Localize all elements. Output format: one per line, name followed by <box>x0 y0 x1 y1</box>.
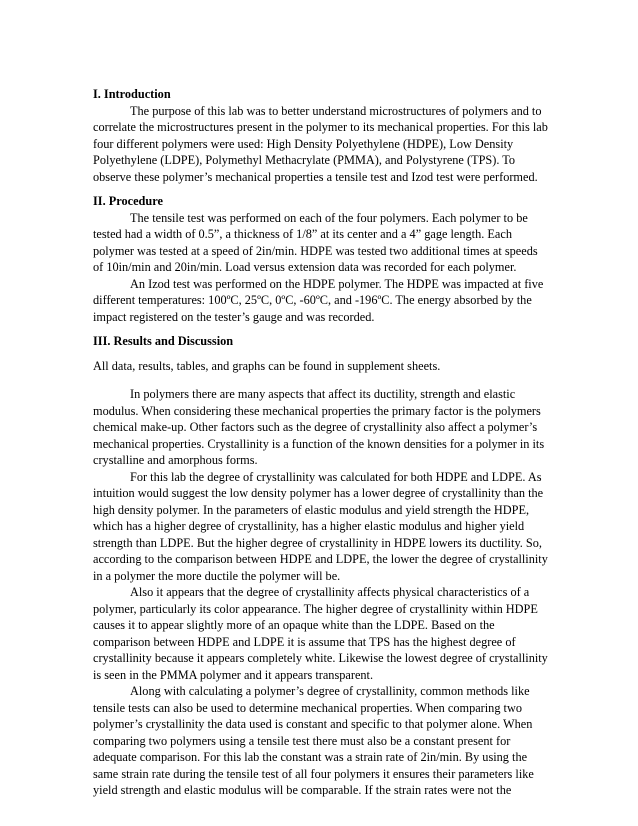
results-paragraph-tensile: Along with calculating a polymer’s degree of crystallinity, common methods like tensile tests can also be used to determine mechanical properties. When comparing two polymer’s crystallinity the data used is constant and specific to that polymer alone. When comparing two polymers using a tensile test there must also be a constant present for adequate comparison. For this lab the constant was a strain rate of 2in/min. By using the same strain rate during the tensile test of all four polymers it ensures their parameters like yield strength and elastic modulus will be comparable. If the strain rates were not the <box>93 684 534 797</box>
introduction-paragraph: The purpose of this lab was to better understand microstructures of polymers and to correlate the microstructures present in the polymer to its mechanical properties. For this lab four different polymers were used: High Density Polyethylene (HDPE), Low Density Polyethylene (LDPE), Polymethyl Methacrylate (PMMA), and Polystyrene (TPS). To observe these polymer’s mechanical properties a tensile test and Izod test were performed. <box>93 103 548 184</box>
procedure-paragraph-izod: An Izod test was performed on the HDPE polymer. The HDPE was impacted at five different temperatures: 100ºC, 25ºC, 0ºC, -60ºC, and -196ºC. The energy absorbed by the impact registered on the tester’s gauge and was recorded. <box>93 276 544 324</box>
section-title-procedure: II. Procedure <box>93 194 163 208</box>
results-paragraph-appearance: Also it appears that the degree of crystallinity affects physical characteristics of a polymer, particularly its color appearance. The higher degree of crystallinity within HDPE causes it to appear slightly more of an opaque white than the LDPE. Based on the comparison between HDPE and LDPE it is assume that TPS has the highest degree of crystallinity because it appears completely white. Likewise the lowest degree of crystallinity is seen in the PMMA polymer and it appears transparent. <box>93 585 548 682</box>
section-title-results: III. Results and Discussion <box>93 334 234 348</box>
results-paragraph-factors: In polymers there are many aspects that affect its ductility, strength and elastic modulus. When considering these mechanical properties the primary factor is the polymers chemical make-up. Other factors such as the degree of crystallinity also affect a polymer’s mechanical properties. Crystallinity is a function of the known densities for a polymer in its crystalline and amorphous forms. <box>93 387 545 467</box>
section-title-introduction: I. Introduction <box>93 87 171 101</box>
results-supplement-note: All data, results, tables, and graphs can be found in supplement sheets. <box>93 358 441 373</box>
results-paragraph-crystallinity: For this lab the degree of crystallinity was calculated for both HDPE and LDPE. As intuition would suggest the low density polymer has a lower degree of crystallinity than the high density polymer. In the parameters of elastic modulus and yield strength the HDPE, which has a higher degree of crystallinity, has a higher elastic modulus and higher yield strength than LDPE. But the higher degree of crystallinity in HDPE lowers its ductility. So, according to the comparison between HDPE and LDPE, the lower the degree of crystallinity in a polymer the more ductile the polymer will be. <box>93 469 548 583</box>
procedure-paragraph-tensile: The tensile test was performed on each of the four polymers. Each polymer to be tested had a width of 0.5”, a thickness of 1/8” at its center and a 4” gage length. Each polymer was tested at a speed of 2in/min. HDPE was tested two additional times at speeds of 10in/min and 20in/min. Load versus extension data was recorded for each polymer. <box>93 210 538 274</box>
